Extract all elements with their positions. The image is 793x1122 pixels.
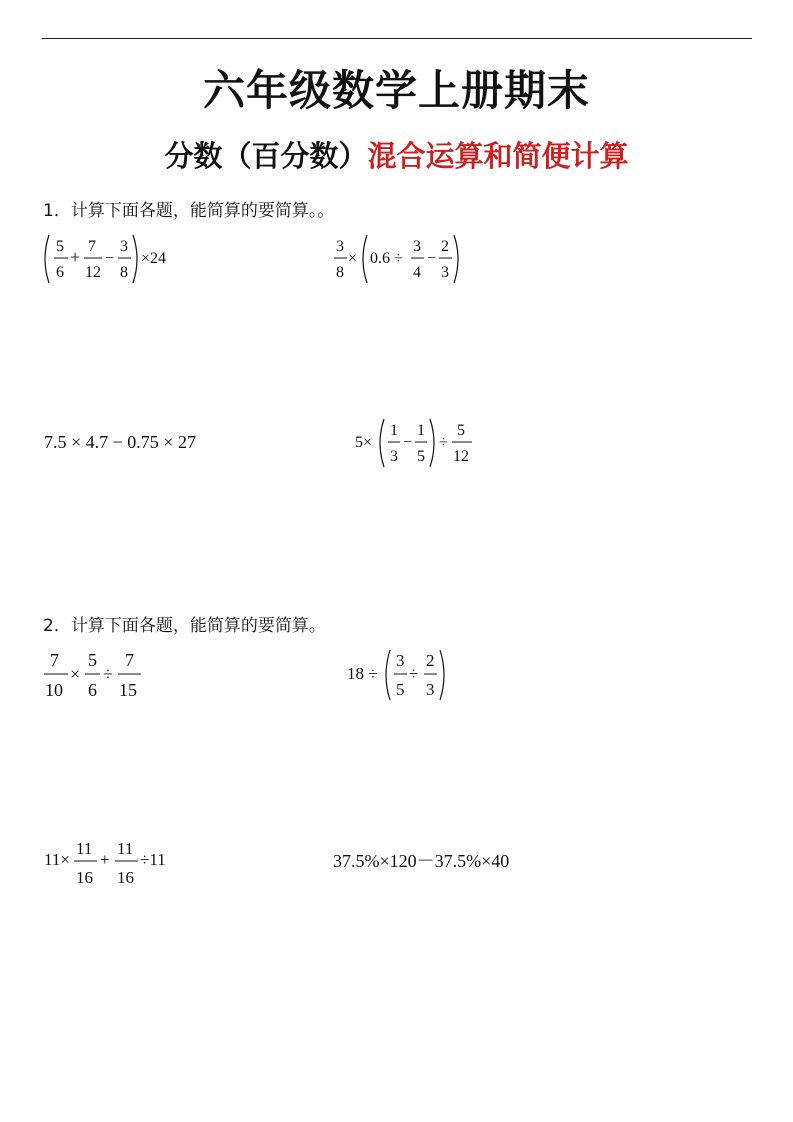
right-paren (133, 235, 137, 283)
frac2-denominator: 12 (85, 264, 101, 281)
tail-div-11: ÷11 (140, 850, 166, 869)
op-minus: − (427, 250, 437, 267)
op-divide: ÷ (409, 664, 419, 683)
expression-text: 7.5 × 4.7 − 0.75 × 27 (44, 432, 196, 452)
left-paren (380, 419, 384, 467)
subtitle-black: 分数（百分数） (164, 139, 368, 173)
right-paren (454, 235, 458, 283)
op-times: × (348, 250, 358, 267)
frac2-denominator: 5 (417, 448, 425, 465)
lead-5-times: 5× (355, 434, 373, 451)
lead-11-times: 11× (44, 850, 70, 869)
problem-1-4 (355, 416, 485, 470)
frac2-denominator: 6 (88, 680, 97, 700)
section-2-heading: 2．计算下面各题，能简算的要简算。 (43, 616, 326, 636)
right-paren (430, 419, 434, 467)
frac1-numerator: 7 (50, 650, 59, 670)
lead-0-6-div: 0.6 ÷ (370, 250, 403, 267)
frac2-numerator: 3 (413, 238, 421, 255)
frac2-denominator: 4 (413, 264, 421, 281)
op-divide: ÷ (103, 664, 113, 684)
frac2-denominator: 16 (117, 868, 134, 887)
op-plus: + (100, 850, 110, 869)
problem-1-3 (44, 430, 214, 454)
frac1-numerator: 3 (336, 238, 344, 255)
lead-18-div: 18 ÷ (347, 664, 378, 683)
right-paren (440, 650, 444, 700)
frac2-numerator: 11 (117, 839, 134, 858)
page-subtitle (0, 134, 793, 175)
page-title: 六年级数学上册期末 (202, 66, 590, 115)
problem-1-2 (332, 232, 482, 286)
expression-text: 37.5%×120－37.5%×40 (333, 851, 510, 871)
frac3-numerator: 2 (441, 238, 449, 255)
left-paren (363, 235, 367, 283)
frac1-denominator: 6 (56, 264, 64, 281)
top-rule (42, 38, 752, 39)
section-1-heading: 1．计算下面各题，能简算的要简算。。 (43, 201, 335, 221)
subtitle-red: 混合运算和简便计算 (367, 139, 629, 173)
left-paren (386, 650, 390, 700)
frac3-denominator: 15 (119, 680, 137, 700)
left-paren (45, 235, 49, 283)
frac1-numerator: 3 (396, 651, 405, 670)
op-minus: − (105, 250, 115, 267)
frac2-numerator: 5 (88, 650, 97, 670)
frac2-denominator: 3 (426, 680, 435, 699)
frac1-denominator: 5 (396, 680, 405, 699)
frac3-numerator: 5 (457, 422, 465, 439)
frac3-denominator: 12 (453, 448, 469, 465)
problem-2-4 (333, 848, 553, 874)
frac2-numerator: 2 (426, 651, 435, 670)
op-plus: + (70, 247, 81, 267)
frac1-numerator: 5 (56, 238, 64, 255)
problem-2-3 (44, 836, 184, 892)
frac3-denominator: 3 (441, 264, 449, 281)
frac1-numerator: 11 (76, 839, 93, 858)
frac3-numerator: 3 (120, 238, 128, 255)
frac1-numerator: 1 (390, 422, 398, 439)
frac1-denominator: 16 (76, 868, 93, 887)
op-minus: − (403, 434, 413, 451)
op-divide: ÷ (439, 434, 448, 451)
frac3-denominator: 8 (120, 264, 128, 281)
frac2-numerator: 1 (417, 422, 425, 439)
problem-2-2 (347, 646, 457, 706)
frac3-numerator: 7 (125, 650, 134, 670)
tail-times-24: ×24 (141, 250, 167, 267)
frac1-denominator: 10 (45, 680, 63, 700)
problem-2-1 (44, 646, 154, 706)
frac1-denominator: 8 (336, 264, 344, 281)
op-times: × (70, 664, 81, 684)
problem-1-1 (40, 232, 190, 286)
frac2-numerator: 7 (88, 238, 96, 255)
frac1-denominator: 3 (390, 448, 398, 465)
